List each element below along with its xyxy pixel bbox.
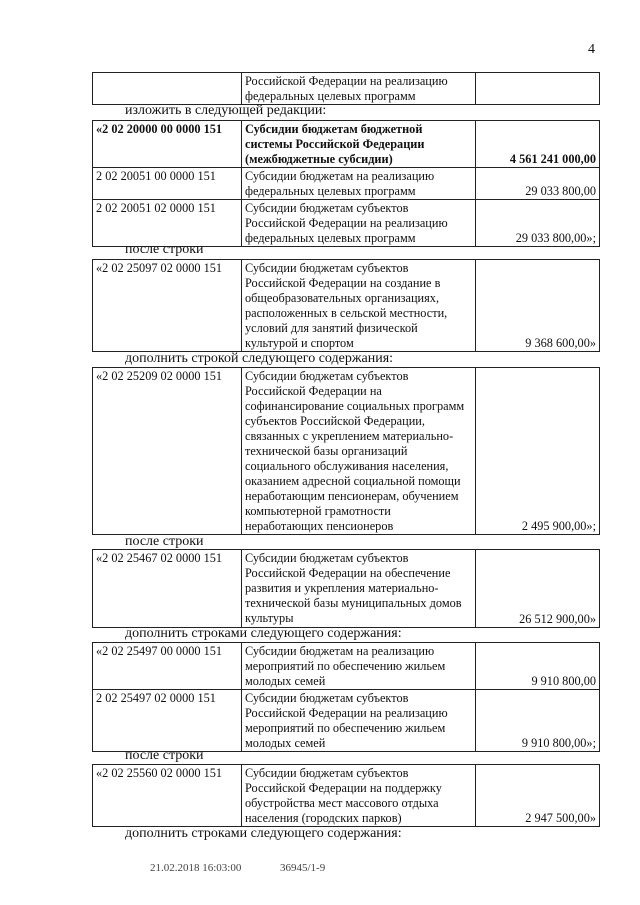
amount-cell: 26 512 900,00» — [476, 550, 600, 628]
code-cell: «2 02 25560 02 0000 151 — [93, 765, 242, 827]
budget-table-continuation — [92, 72, 600, 105]
budget-table — [92, 367, 600, 535]
table-row — [93, 765, 600, 827]
table-row — [93, 260, 600, 352]
instruction-text: дополнить строкой следующего содержания: — [125, 351, 394, 366]
amount-cell: 9 368 600,00» — [476, 260, 600, 352]
instruction-text: дополнить строками следующего содержания: — [125, 826, 402, 841]
table-row — [93, 368, 600, 535]
code-cell: 2 02 20051 00 0000 151 — [93, 168, 242, 200]
instruction-text: после строки — [125, 534, 204, 549]
table-row — [93, 121, 600, 168]
table-row — [93, 690, 600, 752]
instruction-text: после строки — [125, 242, 204, 257]
code-cell — [93, 73, 242, 105]
code-cell: «2 02 25097 02 0000 151 — [93, 260, 242, 352]
code-cell: «2 02 25467 02 0000 151 — [93, 550, 242, 628]
footer-timestamp: 21.02.2018 16:03:00 — [150, 862, 242, 874]
instruction-text: дополнить строками следующего содержания: — [125, 626, 402, 641]
description-cell: Субсидии бюджетам субъектов Российской Федерации на софинансирование социальных программ субъектов Российской Федерации, связанных с укреплением материально- технической базы организаций социального обслуживания населения, оказанием адресной социальной помощи неработающим пенсионерам, обучением компьютерной грамотности неработающих пенсионеров — [242, 368, 476, 535]
description-cell: Субсидии бюджетам на реализацию мероприятий по обеспечению жильем молодых семей — [242, 643, 476, 690]
table-row — [93, 200, 600, 247]
code-cell: 2 02 20051 02 0000 151 — [93, 200, 242, 247]
instruction-text: изложить в следующей редакции: — [125, 103, 327, 118]
amount-cell — [476, 73, 600, 105]
description-cell: Субсидии бюджетам субъектов Российской Федерации на реализацию федеральных целевых программ — [242, 200, 476, 247]
code-cell: «2 02 25209 02 0000 151 — [93, 368, 242, 535]
amount-cell: 2 947 500,00» — [476, 765, 600, 827]
budget-table — [92, 549, 600, 628]
amount-cell: 9 910 800,00 — [476, 643, 600, 690]
description-cell: Субсидии бюджетам субъектов Российской Федерации на поддержку обустройства мест массового отдыха населения (городских парков) — [242, 765, 476, 827]
table-row — [93, 643, 600, 690]
footer-doc-id: 36945/1-9 — [280, 862, 326, 874]
amount-cell: 4 561 241 000,00 — [476, 121, 600, 168]
table-row — [93, 168, 600, 200]
table-row — [93, 550, 600, 628]
description-cell: Субсидии бюджетам субъектов Российской Федерации на обеспечение развития и укрепления материально- технической базы муниципальных домов культуры — [242, 550, 476, 628]
amount-cell: 2 495 900,00»; — [476, 368, 600, 535]
budget-table — [92, 764, 600, 827]
description-cell: Российской Федерации на реализацию федеральных целевых программ — [242, 73, 476, 105]
page-number: 4 — [588, 42, 595, 57]
amount-cell: 29 033 800,00 — [476, 168, 600, 200]
instruction-text: после строки — [125, 748, 204, 763]
budget-table — [92, 259, 600, 352]
amount-cell: 29 033 800,00»; — [476, 200, 600, 247]
budget-table — [92, 120, 600, 247]
amount-cell: 9 910 800,00»; — [476, 690, 600, 752]
budget-table — [92, 642, 600, 752]
description-cell: Субсидии бюджетам на реализацию федеральных целевых программ — [242, 168, 476, 200]
code-cell: «2 02 25497 00 0000 151 — [93, 643, 242, 690]
description-cell: Субсидии бюджетам субъектов Российской Федерации на создание в общеобразовательных организациях, расположенных в сельской местности, условий для занятий физической культурой и спортом — [242, 260, 476, 352]
code-cell: 2 02 25497 02 0000 151 — [93, 690, 242, 752]
code-cell: «2 02 20000 00 0000 151 — [93, 121, 242, 168]
description-cell: Субсидии бюджетам субъектов Российской Федерации на реализацию мероприятий по обеспечению жильем молодых семей — [242, 690, 476, 752]
table-row — [93, 73, 600, 105]
description-cell: Субсидии бюджетам бюджетной системы Российской Федерации (межбюджетные субсидии) — [242, 121, 476, 168]
